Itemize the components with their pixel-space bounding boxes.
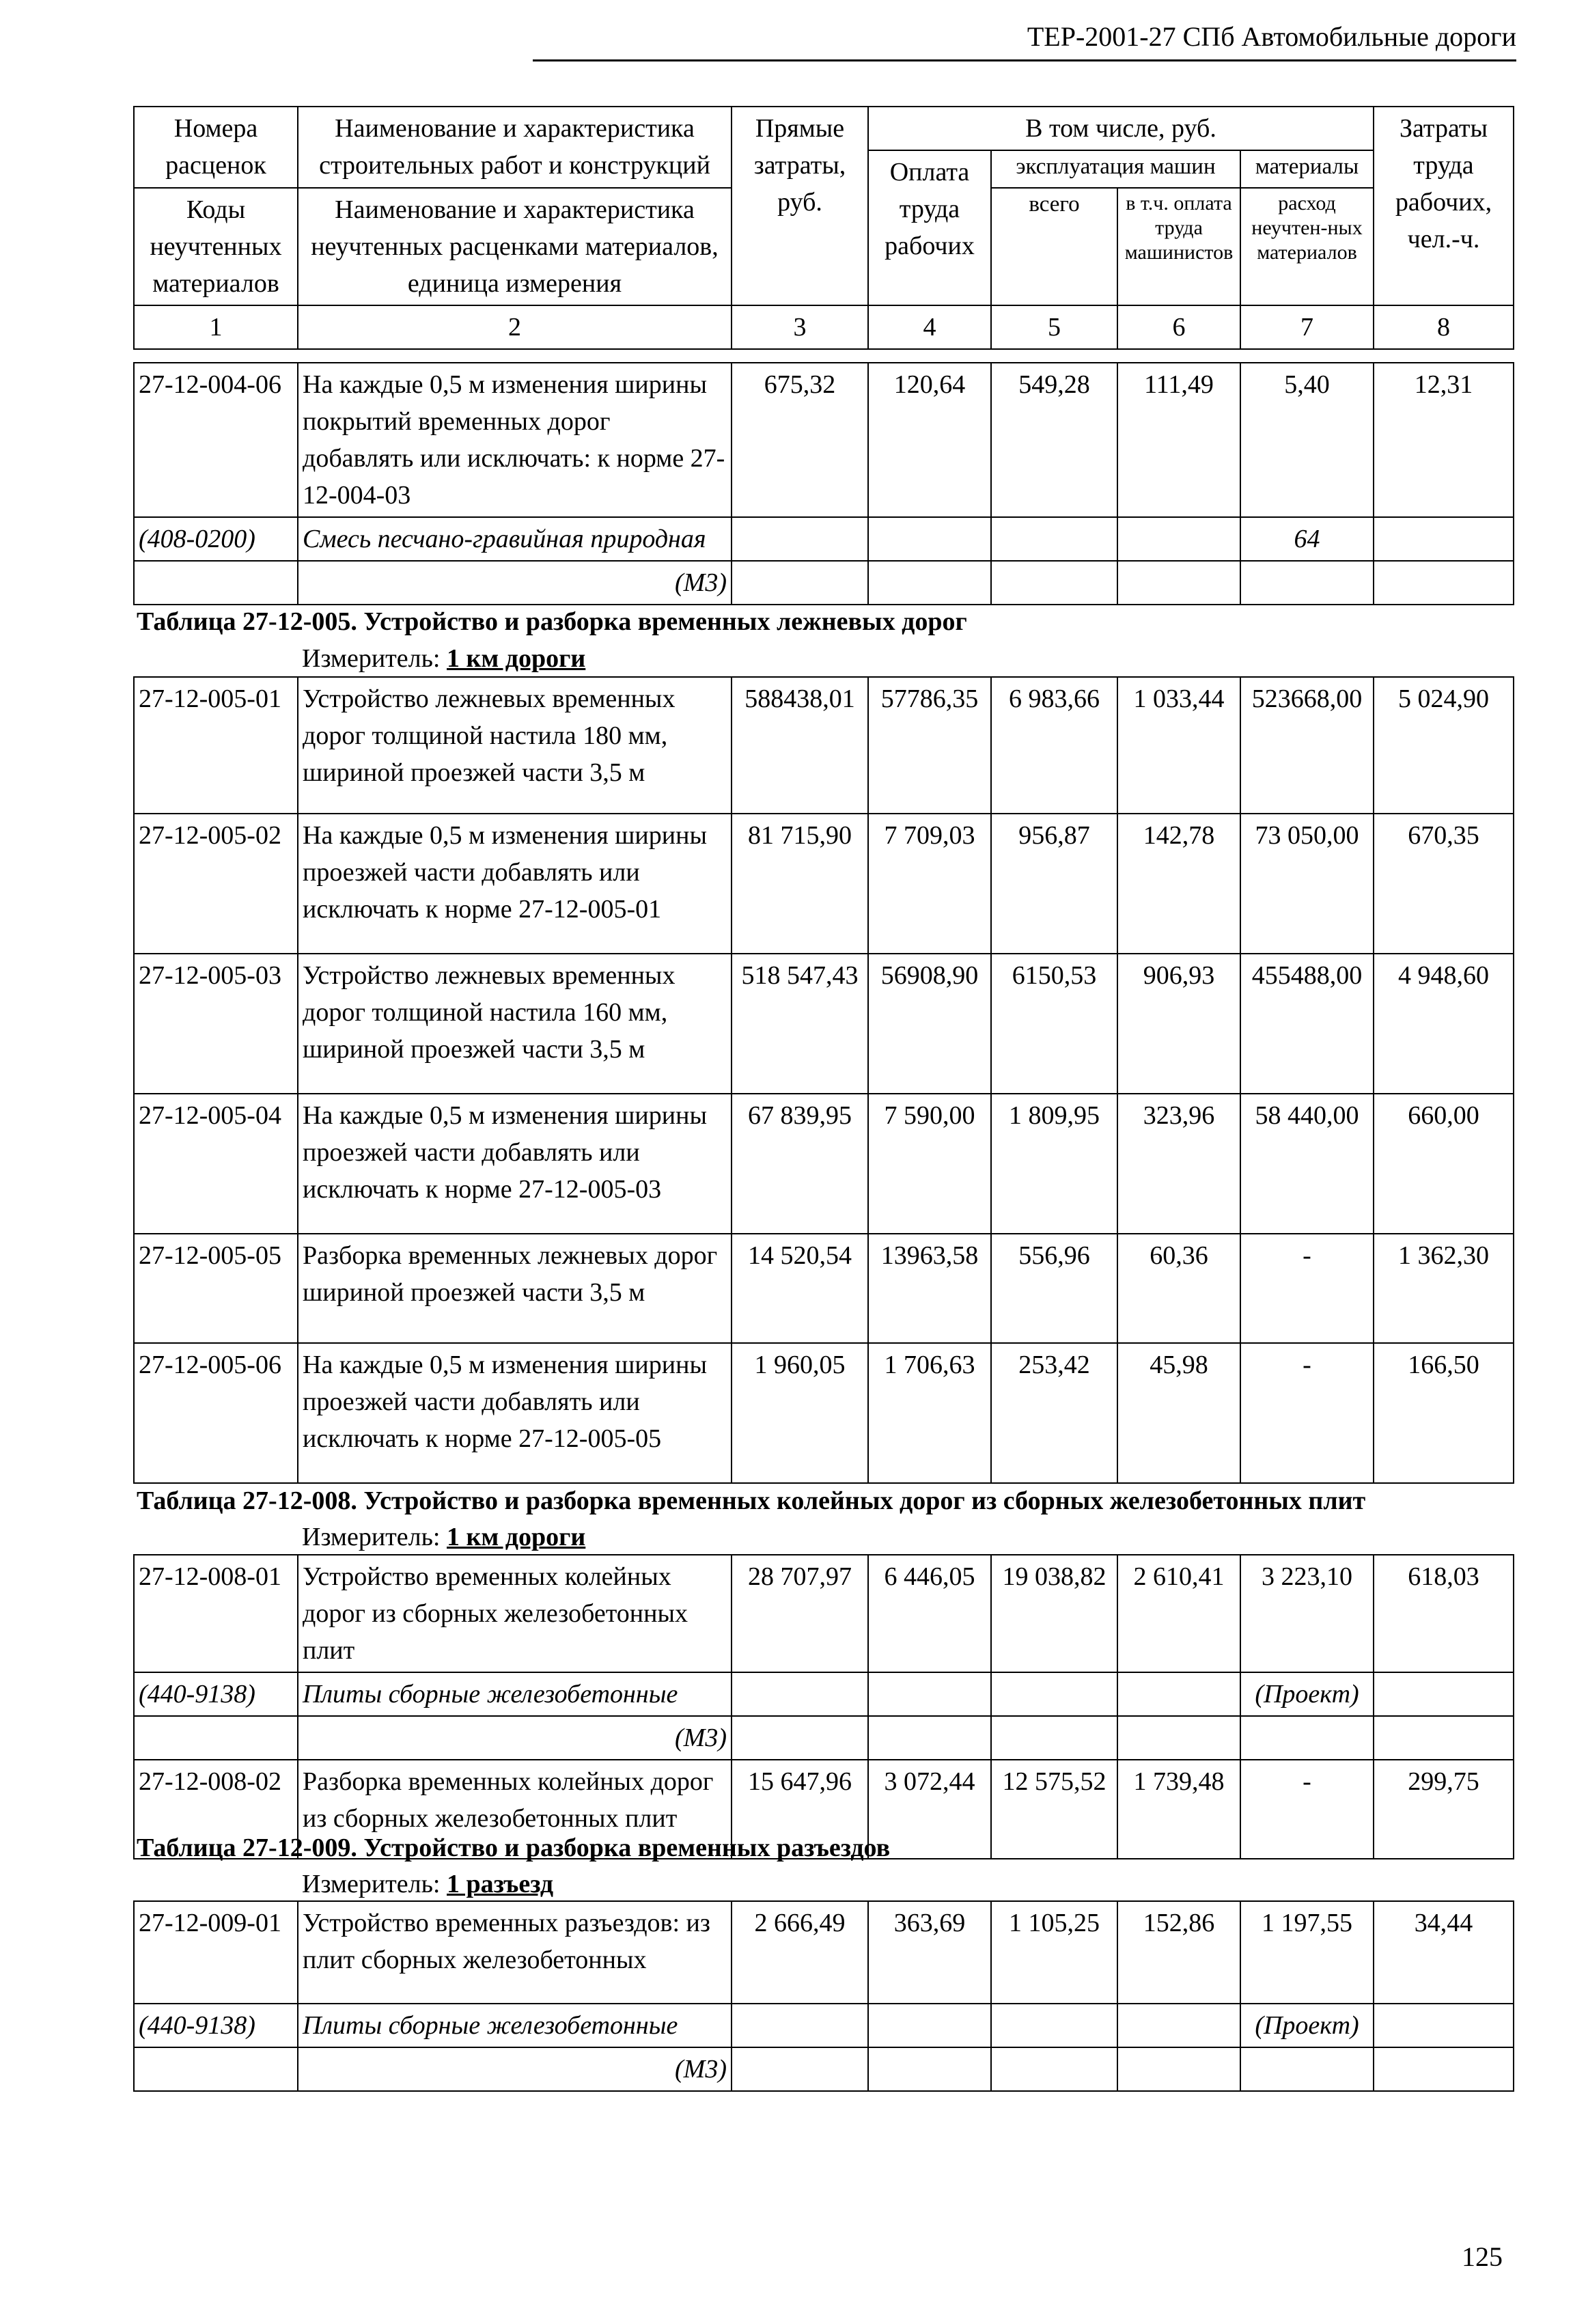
- measure-value: 1 км дороги: [447, 1523, 586, 1551]
- header-col7: расход неучтен-ных материалов: [1240, 188, 1374, 305]
- machinist-pay: 152,86: [1117, 1901, 1240, 2004]
- machinist-pay: 1 033,44: [1117, 677, 1240, 814]
- material-unit: (М3): [298, 2047, 732, 2091]
- table-27-12-008: [133, 1554, 1514, 1859]
- direct-costs: 1 960,05: [732, 1343, 868, 1483]
- machinist-pay: 111,49: [1117, 363, 1240, 517]
- table-title-27-12-008: Таблица 27-12-008. Устройство и разборка временных колейных дорог из сборных железобетонных плит: [137, 1486, 1366, 1515]
- table-row: [134, 814, 1514, 954]
- labor-hours: 12,31: [1374, 363, 1514, 517]
- labor-pay: 1 706,63: [868, 1343, 991, 1483]
- labor-pay: 13963,58: [868, 1234, 991, 1343]
- labor-pay: 56908,90: [868, 954, 991, 1094]
- rate-code: 27-12-005-01: [134, 677, 298, 814]
- rate-code: 27-12-008-01: [134, 1555, 298, 1672]
- col-number-8: 8: [1374, 305, 1514, 349]
- machines-total: 19 038,82: [991, 1555, 1117, 1672]
- material-name: Смесь песчано-гравийная природная: [298, 517, 732, 561]
- measure-label: Измеритель:: [302, 1870, 441, 1898]
- table-row: [134, 954, 1514, 1094]
- labor-hours: 166,50: [1374, 1343, 1514, 1483]
- machinist-pay: 60,36: [1117, 1234, 1240, 1343]
- header-table: [133, 106, 1514, 350]
- labor-pay: 3 072,44: [868, 1760, 991, 1859]
- rate-code: 27-12-005-02: [134, 814, 298, 954]
- measure-27-12-005: [302, 644, 585, 674]
- rate-code: 27-12-005-04: [134, 1094, 298, 1234]
- machines-total: 549,28: [991, 363, 1117, 517]
- col-number-3: 3: [732, 305, 868, 349]
- material-quantity: (Проект): [1240, 2004, 1374, 2047]
- machines-total: 1 105,25: [991, 1901, 1117, 2004]
- materials: 523668,00: [1240, 677, 1374, 814]
- rate-name: На каждые 0,5 м изменения ширины покрытий временных дорог добавлять или исключать: к норме 27-12-004-03: [298, 363, 732, 517]
- page-number: 125: [1462, 2241, 1503, 2272]
- header-col2-top: Наименование и характеристика строительных работ и конструкций: [298, 107, 732, 188]
- measure-label: Измеритель:: [302, 644, 441, 673]
- machines-total: 6150,53: [991, 954, 1117, 1094]
- labor-hours: 5 024,90: [1374, 677, 1514, 814]
- rate-name: На каждые 0,5 м изменения ширины проезжей части добавлять или исключать к норме 27-12-005-03: [298, 1094, 732, 1234]
- material-code: (440-9138): [134, 2004, 298, 2047]
- labor-hours: 618,03: [1374, 1555, 1514, 1672]
- machines-total: 956,87: [991, 814, 1117, 954]
- rate-code: 27-12-004-06: [134, 363, 298, 517]
- direct-costs: 675,32: [732, 363, 868, 517]
- material-quantity: (Проект): [1240, 1672, 1374, 1716]
- header-group: В том числе, руб.: [868, 107, 1374, 150]
- labor-pay: 7 590,00: [868, 1094, 991, 1234]
- material-unit: (М3): [298, 561, 732, 605]
- materials: 5,40: [1240, 363, 1374, 517]
- direct-costs: 81 715,90: [732, 814, 868, 954]
- labor-hours: 34,44: [1374, 1901, 1514, 2004]
- labor-pay: 120,64: [868, 363, 991, 517]
- header-col2-bottom: Наименование и характеристика неучтенных расценками материалов, единица измерения: [298, 188, 732, 305]
- rate-name: Устройство лежневых временных дорог толщиной настила 180 мм, шириной проезжей части 3,5 м: [298, 677, 732, 814]
- col-number-7: 7: [1240, 305, 1374, 349]
- labor-pay: 57786,35: [868, 677, 991, 814]
- header-sub-machines: эксплуатация машин: [991, 150, 1240, 188]
- measure-label: Измеритель:: [302, 1523, 441, 1551]
- direct-costs: 518 547,43: [732, 954, 868, 1094]
- labor-pay: 363,69: [868, 1901, 991, 2004]
- material-code: (408-0200): [134, 517, 298, 561]
- labor-pay: 7 709,03: [868, 814, 991, 954]
- direct-costs: 15 647,96: [732, 1760, 868, 1859]
- material-unit: (М3): [298, 1716, 732, 1760]
- table-27-12-004: [133, 362, 1514, 605]
- direct-costs: 14 520,54: [732, 1234, 868, 1343]
- materials: 1 197,55: [1240, 1901, 1374, 2004]
- labor-hours: 670,35: [1374, 814, 1514, 954]
- rate-code: 27-12-005-06: [134, 1343, 298, 1483]
- rate-code: 27-12-005-03: [134, 954, 298, 1094]
- machines-total: 253,42: [991, 1343, 1117, 1483]
- header-col6: в т.ч. оплата труда машинистов: [1117, 188, 1240, 305]
- header-col1-bottom: Коды неучтенных материалов: [134, 188, 298, 305]
- header-sub-materials: материалы: [1240, 150, 1374, 188]
- labor-pay: 6 446,05: [868, 1555, 991, 1672]
- machines-total: 556,96: [991, 1234, 1117, 1343]
- materials: 455488,00: [1240, 954, 1374, 1094]
- labor-hours: 4 948,60: [1374, 954, 1514, 1094]
- machines-total: 6 983,66: [991, 677, 1117, 814]
- col-number-2: 2: [298, 305, 732, 349]
- machines-total: 12 575,52: [991, 1760, 1117, 1859]
- material-row: [134, 517, 1514, 561]
- material-code: (440-9138): [134, 1672, 298, 1716]
- rate-name: Устройство лежневых временных дорог толщиной настила 160 мм, шириной проезжей части 3,5 м: [298, 954, 732, 1094]
- material-row: [134, 1672, 1514, 1716]
- machinist-pay: 906,93: [1117, 954, 1240, 1094]
- header-col5: всего: [991, 188, 1117, 305]
- rate-code: 27-12-008-02: [134, 1760, 298, 1859]
- col-number-6: 6: [1117, 305, 1240, 349]
- measure-value: 1 км дороги: [447, 644, 586, 673]
- table-row: [134, 1094, 1514, 1234]
- direct-costs: 67 839,95: [732, 1094, 868, 1234]
- rate-name: Устройство временных разъездов: из плит сборных железобетонных: [298, 1901, 732, 2004]
- rate-name: На каждые 0,5 м изменения ширины проезжей части добавлять или исключать к норме 27-12-005-01: [298, 814, 732, 954]
- machines-total: 1 809,95: [991, 1094, 1117, 1234]
- direct-costs: 28 707,97: [732, 1555, 868, 1672]
- materials: 73 050,00: [1240, 814, 1374, 954]
- rate-name: Разборка временных лежневых дорог шириной проезжей части 3,5 м: [298, 1234, 732, 1343]
- machinist-pay: 45,98: [1117, 1343, 1240, 1483]
- rate-name: Разборка временных колейных дорог из сборных железобетонных плит: [298, 1760, 732, 1859]
- rate-code: 27-12-009-01: [134, 1901, 298, 2004]
- material-row: [134, 2004, 1514, 2047]
- direct-costs: 588438,01: [732, 677, 868, 814]
- material-quantity: 64: [1240, 517, 1374, 561]
- table-row: [134, 1555, 1514, 1672]
- table-title-27-12-009: Таблица 27-12-009. Устройство и разборка временных разъездов: [137, 1834, 891, 1862]
- table-27-12-005: [133, 676, 1514, 1484]
- rate-code: 27-12-005-05: [134, 1234, 298, 1343]
- table-27-12-009: [133, 1900, 1514, 2092]
- machinist-pay: 2 610,41: [1117, 1555, 1240, 1672]
- labor-hours: 1 362,30: [1374, 1234, 1514, 1343]
- table-row: [134, 1343, 1514, 1483]
- materials: 3 223,10: [1240, 1555, 1374, 1672]
- header-col8: Затраты труда рабочих, чел.-ч.: [1374, 107, 1514, 305]
- labor-hours: 299,75: [1374, 1760, 1514, 1859]
- col-number-5: 5: [991, 305, 1117, 349]
- materials: -: [1240, 1343, 1374, 1483]
- machinist-pay: 142,78: [1117, 814, 1240, 954]
- measure-27-12-009: [302, 1869, 553, 1899]
- header-col1-top: Номера расценок: [134, 107, 298, 188]
- labor-hours: 660,00: [1374, 1094, 1514, 1234]
- direct-costs: 2 666,49: [732, 1901, 868, 2004]
- rate-name: Устройство временных колейных дорог из сборных железобетонных плит: [298, 1555, 732, 1672]
- table-row: [134, 1234, 1514, 1343]
- materials: -: [1240, 1234, 1374, 1343]
- col-number-4: 4: [868, 305, 991, 349]
- measure-27-12-008: [302, 1522, 585, 1552]
- header-col3: Прямые затраты, руб.: [732, 107, 868, 305]
- table-row: [134, 363, 1514, 517]
- material-name: Плиты сборные железобетонные: [298, 2004, 732, 2047]
- table-row: [134, 1901, 1514, 2004]
- measure-value: 1 разъезд: [447, 1870, 554, 1898]
- header-col4: Оплата труда рабочих: [868, 150, 991, 305]
- materials: 58 440,00: [1240, 1094, 1374, 1234]
- materials: -: [1240, 1760, 1374, 1859]
- col-number-1: 1: [134, 305, 298, 349]
- table-title-27-12-005: Таблица 27-12-005. Устройство и разборка временных лежневых дорог: [137, 607, 967, 636]
- material-name: Плиты сборные железобетонные: [298, 1672, 732, 1716]
- running-head: ТЕР-2001-27 СПб Автомобильные дороги: [533, 20, 1516, 61]
- machinist-pay: 323,96: [1117, 1094, 1240, 1234]
- table-row: [134, 677, 1514, 814]
- machinist-pay: 1 739,48: [1117, 1760, 1240, 1859]
- rate-name: На каждые 0,5 м изменения ширины проезжей части добавлять или исключать к норме 27-12-005-05: [298, 1343, 732, 1483]
